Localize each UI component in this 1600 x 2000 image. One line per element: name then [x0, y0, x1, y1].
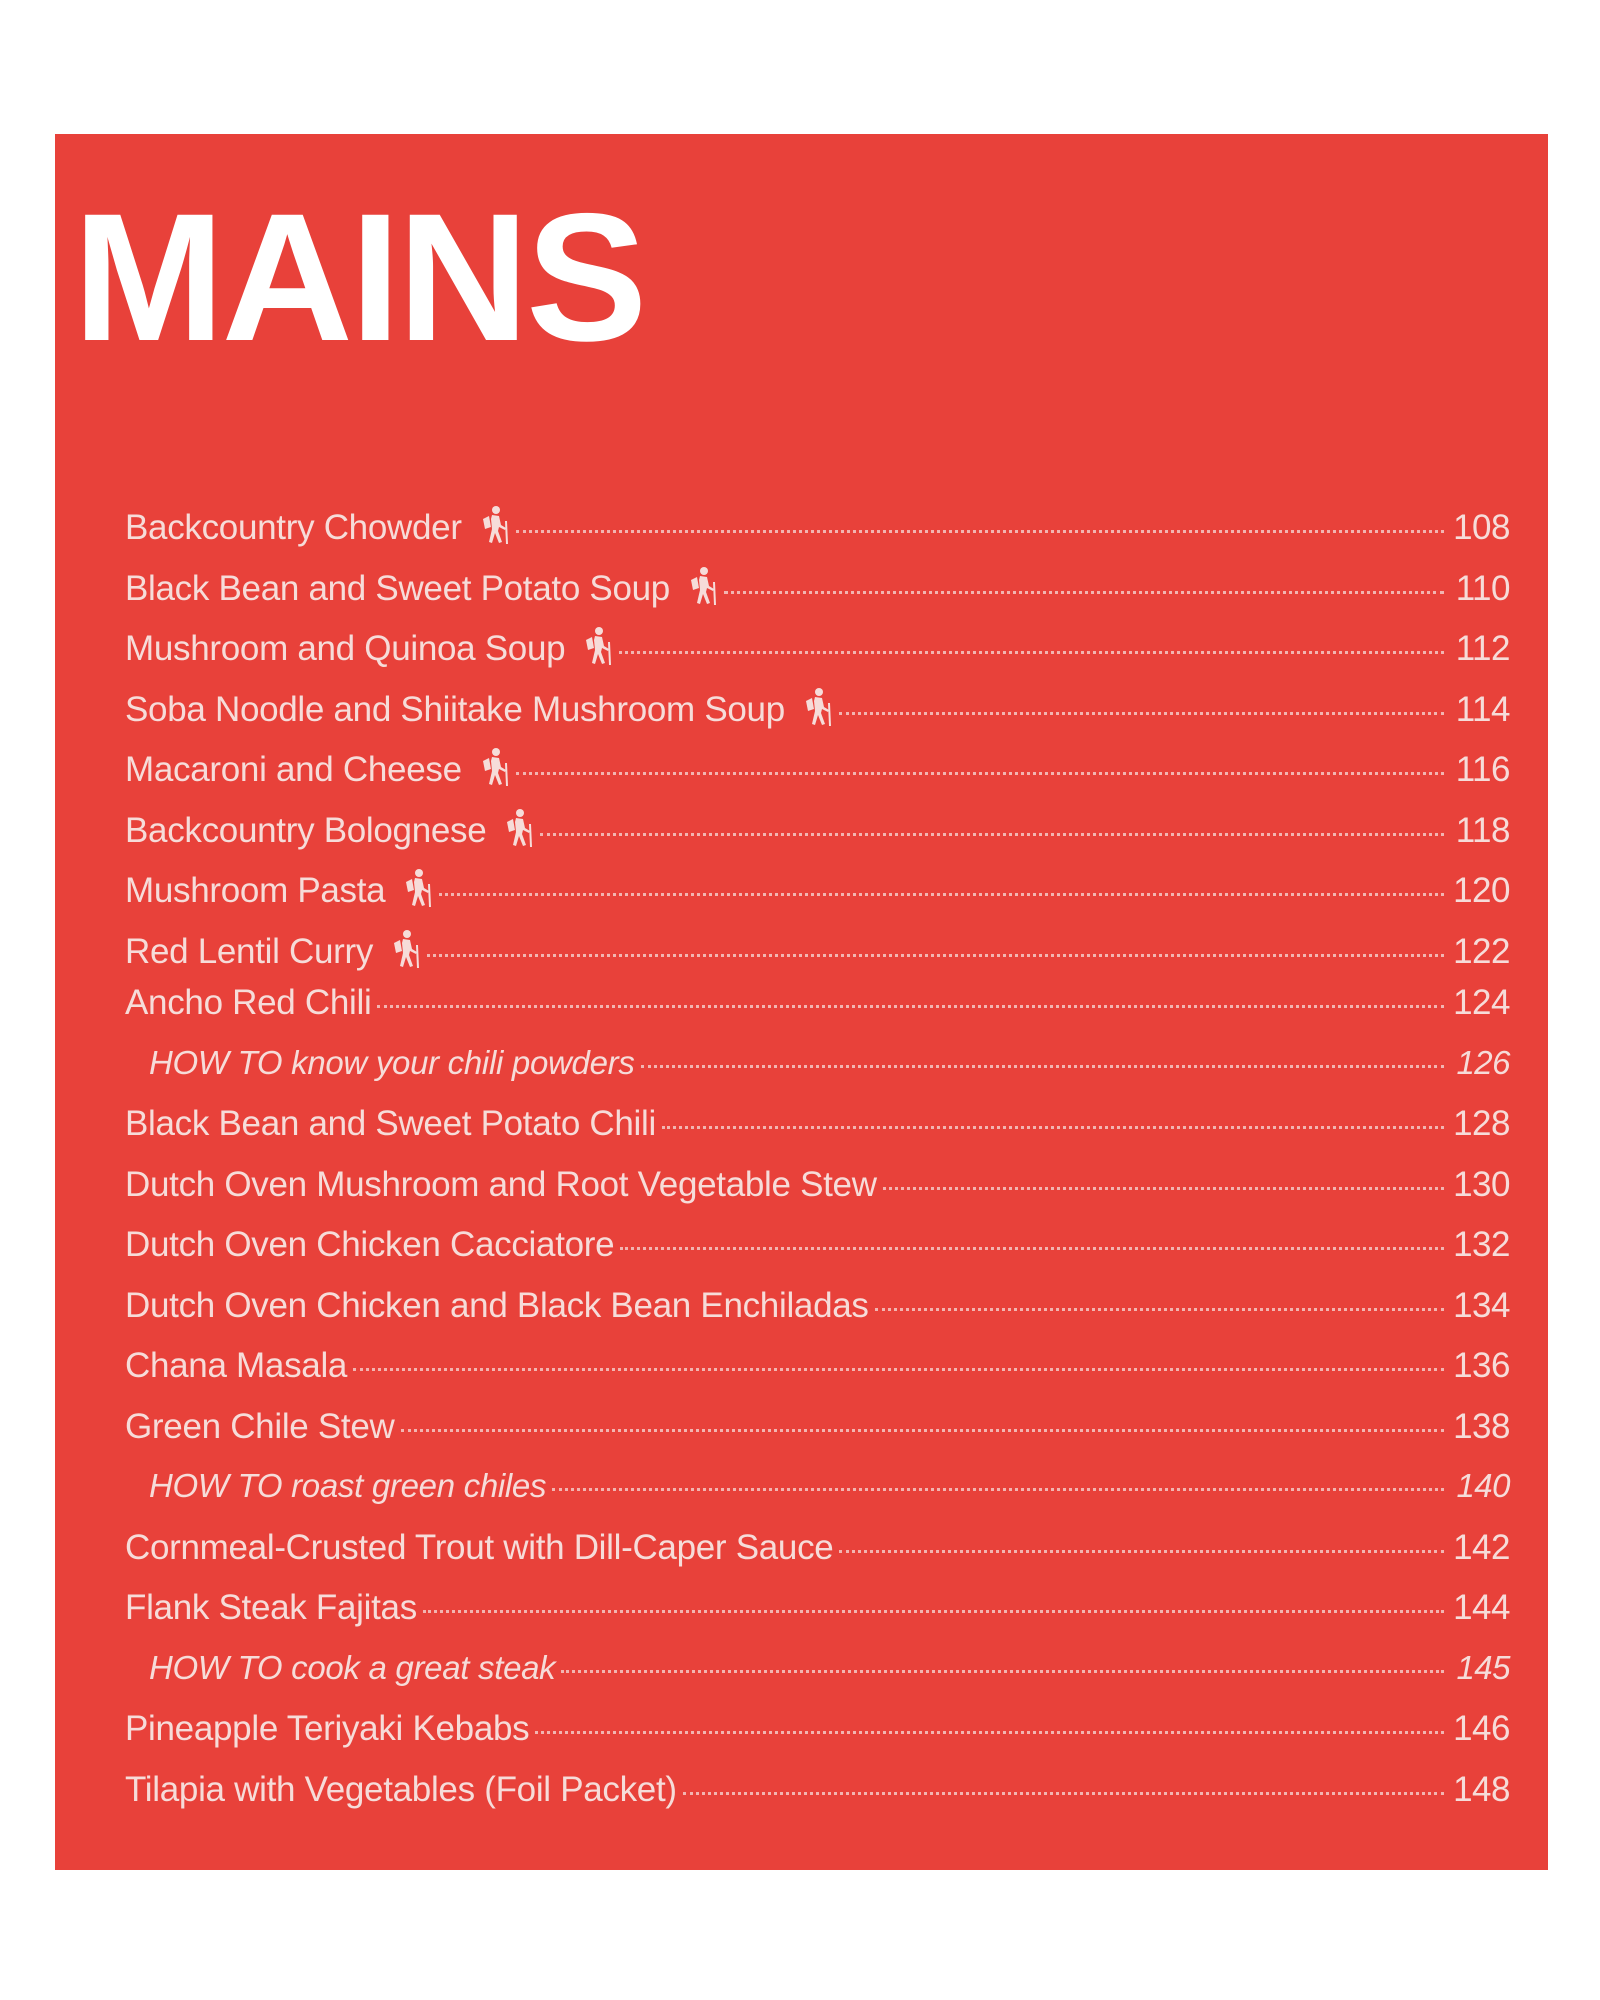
hiker-icon: [581, 626, 613, 666]
toc-panel: [55, 134, 1548, 1870]
dot-leader: [439, 893, 1444, 896]
dot-leader: [561, 1670, 1444, 1673]
toc-entry[interactable]: [125, 923, 1510, 984]
toc-entry[interactable]: [125, 1407, 1510, 1468]
hiker-icon: [478, 747, 510, 787]
toc-entry-title: Mushroom Pasta: [125, 871, 386, 910]
toc-entry[interactable]: [125, 560, 1510, 621]
dot-leader: [683, 1792, 1444, 1795]
toc-entry-title: Green Chile Stew: [125, 1406, 395, 1446]
toc-entry[interactable]: [125, 1528, 1510, 1589]
toc-page-number: 120: [1453, 871, 1510, 910]
toc-entry-title: Black Bean and Sweet Potato Chili: [125, 1104, 656, 1143]
dot-leader: [423, 1610, 1444, 1613]
toc-entry[interactable]: [125, 499, 1510, 560]
hiker-icon: [389, 929, 421, 969]
toc-entry[interactable]: [125, 862, 1510, 923]
toc-entry-title: Dutch Oven Chicken and Black Bean Enchiladas: [125, 1285, 869, 1325]
toc-entry-title: Cornmeal-Crusted Trout with Dill-Caper Sauce: [125, 1527, 834, 1567]
toc-page-number: 142: [1453, 1527, 1510, 1567]
toc-entry[interactable]: [125, 983, 1510, 1044]
dot-leader: [662, 1126, 1444, 1129]
toc-page-number: 134: [1453, 1285, 1510, 1325]
toc-entry-title: Macaroni and Cheese: [125, 750, 462, 789]
dot-leader: [839, 1550, 1444, 1553]
dot-leader: [875, 1308, 1444, 1311]
dot-leader: [535, 1731, 1444, 1734]
toc-page-number: 132: [1453, 1225, 1510, 1264]
toc-page-number: 108: [1453, 508, 1510, 547]
toc-page-number: 122: [1453, 931, 1510, 971]
toc-page-number: 138: [1453, 1406, 1510, 1446]
toc-entry-title: Backcountry Chowder: [125, 508, 462, 547]
hiker-icon: [401, 868, 433, 908]
toc-entry-title: HOW TO roast green chiles: [149, 1467, 547, 1504]
toc-page-number: 145: [1456, 1648, 1510, 1686]
toc-entry-title: Ancho Red Chili: [125, 983, 372, 1022]
toc-entry-howto[interactable]: [125, 1467, 1510, 1528]
dot-leader: [540, 833, 1444, 836]
dot-leader: [620, 1247, 1444, 1250]
hiker-icon: [478, 505, 510, 545]
toc-entry-title: Pineapple Teriyaki Kebabs: [125, 1709, 530, 1748]
toc-entry[interactable]: [125, 1346, 1510, 1407]
toc-entry[interactable]: [125, 1770, 1510, 1831]
toc-entry[interactable]: [125, 1709, 1510, 1770]
toc-entry-title: Soba Noodle and Shiitake Mushroom Soup: [125, 689, 785, 729]
toc-page-number: 114: [1455, 689, 1510, 729]
hiker-icon: [686, 566, 718, 606]
toc-page-number: 128: [1453, 1104, 1510, 1143]
toc-page-number: 116: [1455, 750, 1510, 789]
dot-leader: [516, 772, 1444, 775]
hiker-icon: [801, 687, 833, 727]
toc-page-number: 148: [1453, 1769, 1510, 1809]
toc-entry-title: Dutch Oven Mushroom and Root Vegetable Stew: [125, 1164, 877, 1204]
dot-leader: [353, 1368, 1444, 1371]
toc-entry[interactable]: [125, 1104, 1510, 1165]
toc-entry[interactable]: [125, 681, 1510, 742]
toc-entry-howto[interactable]: [125, 1649, 1510, 1710]
dot-leader: [619, 651, 1444, 654]
toc-page-number: 146: [1453, 1709, 1510, 1748]
toc-page-number: 126: [1456, 1043, 1510, 1081]
toc-entry[interactable]: [125, 1225, 1510, 1286]
toc-entry-title: Tilapia with Vegetables (Foil Packet): [125, 1769, 677, 1809]
toc-entry-title: Mushroom and Quinoa Soup: [125, 629, 566, 668]
toc-page-number: 144: [1453, 1588, 1510, 1627]
toc-entry[interactable]: [125, 1588, 1510, 1649]
toc-entry[interactable]: [125, 1286, 1510, 1347]
dot-leader: [839, 712, 1444, 715]
hiker-icon: [502, 808, 534, 848]
dot-leader: [552, 1488, 1444, 1491]
dot-leader: [377, 1005, 1444, 1008]
dot-leader: [641, 1065, 1444, 1068]
toc-entry-title: Flank Steak Fajitas: [125, 1588, 417, 1627]
toc-entry-title: Dutch Oven Chicken Cacciatore: [125, 1225, 615, 1264]
toc-entry[interactable]: [125, 802, 1510, 863]
toc-entry[interactable]: [125, 1165, 1510, 1226]
toc-page-number: 110: [1455, 568, 1510, 608]
toc-page-number: 140: [1456, 1467, 1510, 1504]
toc-entry-title: HOW TO know your chili powders: [149, 1043, 635, 1081]
dot-leader: [883, 1187, 1444, 1190]
toc-entry[interactable]: [125, 741, 1510, 802]
toc-entry-title: HOW TO cook a great steak: [149, 1648, 556, 1686]
toc-page-number: 112: [1455, 629, 1510, 668]
toc-list: [125, 499, 1510, 1830]
toc-page-number: 130: [1453, 1164, 1510, 1204]
toc-entry[interactable]: [125, 620, 1510, 681]
toc-entry-title: Red Lentil Curry: [125, 931, 374, 971]
toc-page-number: 118: [1455, 810, 1510, 850]
toc-entry-title: Black Bean and Sweet Potato Soup: [125, 568, 670, 608]
toc-page-number: 136: [1453, 1346, 1510, 1385]
toc-entry-howto[interactable]: [125, 1044, 1510, 1105]
dot-leader: [724, 591, 1444, 594]
dot-leader: [427, 954, 1444, 957]
page-title: MAINS: [73, 175, 645, 379]
dot-leader: [516, 530, 1444, 533]
toc-entry-title: Chana Masala: [125, 1346, 348, 1385]
dot-leader: [401, 1429, 1445, 1432]
toc-entry-title: Backcountry Bolognese: [125, 810, 487, 850]
toc-page-number: 124: [1453, 983, 1510, 1022]
